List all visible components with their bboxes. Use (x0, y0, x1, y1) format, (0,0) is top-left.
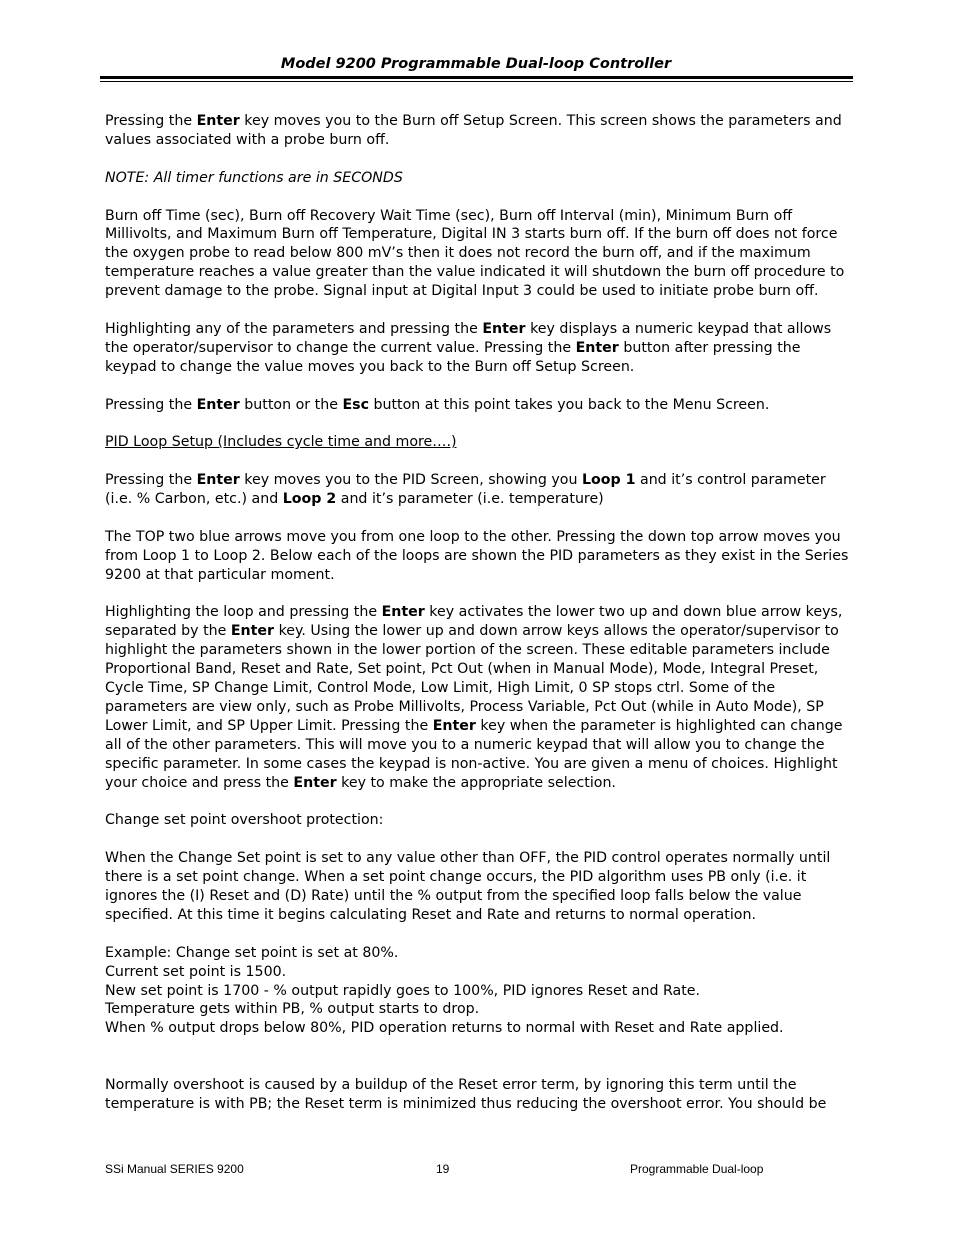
paragraph-editable-parameters: Highlighting the loop and pressing the Enter key activates the lower two up and down blue arrow keys, separated by the Enter key. Using the lower up and down arrow keys allows the operator/supervisor to highlight the parameters shown in the lower portion of the screen. These editable parameters include Proportional Band, Reset and Rate, Set point, Pct Out (when in Manual Mode), Mode, Integral Preset, Cycle Time, SP Change Limit, Control Mode, Low Limit, High Limit, 0 SP stops ctrl. Some of the parameters are view only, such as Probe Millivolts, Process Variable, Pct Out (while in Auto Mode), SP Lower Limit, and SP Upper Limit. Pressing the Enter key when the parameter is highlighted can change all of the other parameters. This will move you to a numeric keypad that will allow you to change the specific parameter. In some cases the keypad is non-active. You are given a menu of choices. Highlight your choice and press the Enter key to make the appropriate selection. (105, 604, 843, 791)
example-line: Example: Change set point is set at 80%. (105, 944, 399, 961)
page-body (105, 112, 850, 1133)
timer-note: NOTE: All timer functions are in SECONDS (105, 169, 403, 186)
footer-product-name: Programmable Dual-loop (630, 1162, 764, 1176)
example-line: Temperature gets within PB, % output starts to drop. (105, 1001, 480, 1018)
page-header-title: Model 9200 Programmable Dual-loop Controller (280, 56, 672, 72)
paragraph-top-arrows: The TOP two blue arrows move you from one loop to the other. Pressing the down top arrow moves you from Loop 1 to Loop 2. Below each of the loops are shown the PID parameters as they exist in the Series 9200 at that particular moment. (105, 528, 849, 583)
example-line: When % output drops below 80%, PID operation returns to normal with Reset and Rate applied. (105, 1020, 784, 1037)
section-heading-pid-loop-setup: PID Loop Setup (Includes cycle time and more….) (105, 434, 457, 451)
footer-page-number: 19 (436, 1162, 450, 1176)
paragraph-pid-screen: Pressing the Enter key moves you to the PID Screen, showing you Loop 1 and it’s control parameter (i.e. % Carbon, etc.) and Loop 2 and it’s parameter (i.e. temperature) (105, 472, 826, 508)
paragraph-burn-off-intro: Pressing the Enter key moves you to the Burn off Setup Screen. This screen shows the parameters and values associated with a probe burn off. (105, 113, 842, 148)
blank-line (105, 1057, 850, 1076)
paragraph-back-to-menu: Pressing the Enter button or the Esc button at this point takes you back to the Menu Screen. (105, 396, 770, 413)
paragraph-overshoot-heading: Change set point overshoot protection: (105, 812, 384, 829)
example-line: Current set point is 1500. (105, 963, 287, 980)
paragraph-change-set-point: When the Change Set point is set to any value other than OFF, the PID control operates normally until there is a set point change. When a set point change occurs, the PID algorithm uses PB only (i.e. it ignores the (I) Reset and (D) Rate) until the % output from the specified loop falls below the value specified. At this time it begins calculating Reset and Rate and returns to normal operation. (105, 850, 831, 923)
header-rule-thick (100, 76, 853, 79)
paragraph-numeric-keypad: Highlighting any of the parameters and pressing the Enter key displays a numeric keypad that allows the operator/supervisor to change the current value. Pressing the Enter button after pressing the keypad to change the value moves you back to the Burn off Setup Screen. (105, 320, 832, 375)
example-line: New set point is 1700 - % output rapidly goes to 100%, PID ignores Reset and Rate. (105, 982, 701, 999)
paragraph-overshoot-explanation: Normally overshoot is caused by a buildup of the Reset error term, by ignoring this term until the temperature is with PB; the Reset term is minimized thus reducing the overshoot error. You should be (105, 1077, 827, 1112)
footer-manual-name: SSi Manual SERIES 9200 (105, 1162, 244, 1176)
paragraph-burn-off-parameters: Burn off Time (sec), Burn off Recovery Wait Time (sec), Burn off Interval (min), Minimum Burn off Millivolts, and Maximum Burn off Temperature, Digital IN 3 starts burn off. If the burn off does not force the oxygen probe to read below 800 mV’s then it does not record the burn off, and if the maximum temperature reaches a value greater than the value indicated it will shutdown the burn off procedure to prevent damage to the probe. Signal input at Digital Input 3 could be used to initiate probe burn off. (105, 207, 845, 300)
header-rule-thin (100, 81, 853, 82)
blank-line (105, 1038, 850, 1057)
